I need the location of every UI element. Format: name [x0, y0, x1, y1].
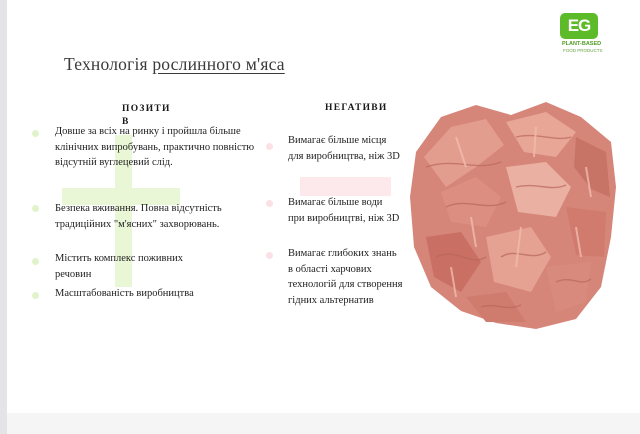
bullet-icon [266, 200, 273, 207]
positives-heading-line2: В [122, 117, 130, 127]
slide-title-underlined: рослинного м'яса [152, 54, 285, 74]
bullet-icon [32, 292, 39, 299]
positives-heading-line1: ПОЗИТИ [122, 104, 171, 114]
positive-item-3: Містить комплекс поживних речовин [55, 253, 183, 280]
negative-item-3: Вимагає глибоких знань в області харчових технологій для створення гідних альтернатив [288, 248, 403, 306]
negatives-heading: НЕГАТИВИ [325, 103, 388, 113]
bullet-icon [32, 205, 39, 212]
positive-item-4: Масштабованість виробництва [55, 288, 194, 299]
slide-title-plain: Технологія [64, 54, 153, 74]
plant-based-meat-photo-icon [406, 97, 618, 329]
decorative-pink-bar [300, 177, 391, 196]
bullet-icon [266, 143, 273, 150]
bullet-icon [266, 252, 273, 259]
logo-text-line2: FOOD PRODUCTS [563, 48, 603, 53]
negative-item-2: Вимагає більше води при виробництві, ніж 3D [288, 197, 400, 224]
logo-mark: EG [560, 13, 598, 39]
positive-item-2: Безпека вживання. Повна відсутність традиційних "м'ясних" захворювань. [55, 203, 222, 230]
window-edge [0, 0, 7, 434]
logo-text-line1: PLANT-BASED [562, 41, 602, 47]
negative-item-1: Вимагає більше місця для виробництва, ніж 3D [288, 135, 400, 162]
company-logo [558, 13, 628, 59]
slide-footer-band [7, 413, 640, 434]
positive-item-1: Довше за всіх на ринку і пройшла більше клінічних випробувань, практично повністю відсутній вуглецевий слід. [55, 126, 255, 168]
slide-title [64, 54, 285, 75]
bullet-icon [32, 130, 39, 137]
bullet-icon [32, 258, 39, 265]
